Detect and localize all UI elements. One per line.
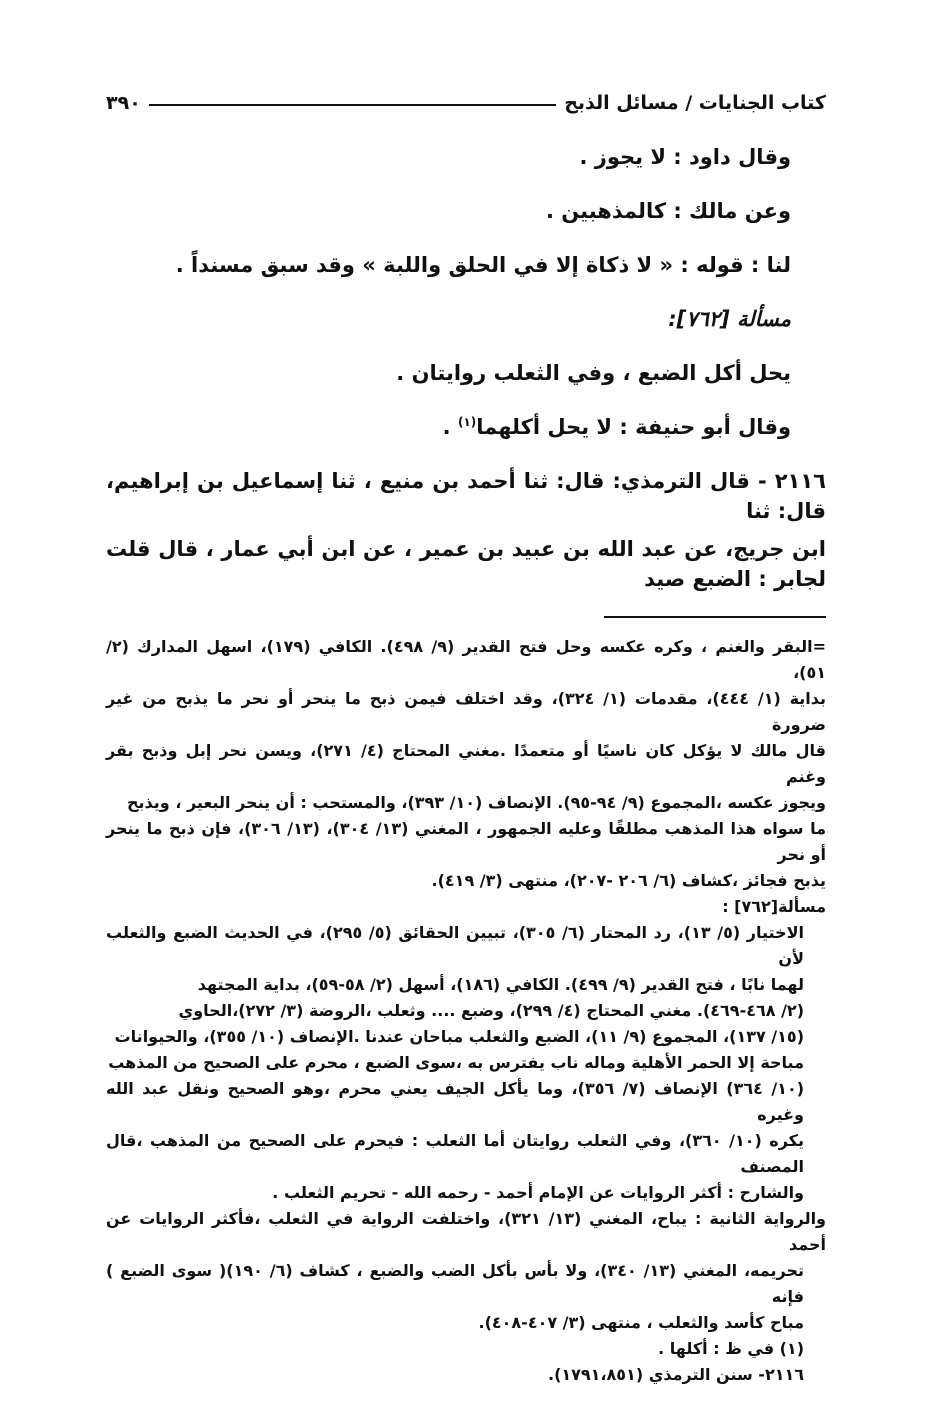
footnote-line: لهما نابًا ، فتح القدير (٩/ ٤٩٩). الكافي (١٨٦)، أسهل (٢/ ٥٨-٥٩)، بداية المجتهد xyxy=(197,975,804,994)
footnote-line: الاختيار (٥/ ١٣)، رد المحتار (٦/ ٣٠٥)، تبيين الحقائق (٥/ ٢٩٥)، في الحديث الضبع والثعلب لأن xyxy=(106,923,804,968)
footnote-line: ٢١١٦- سنن الترمذي (١٧٩١،٨٥١). xyxy=(547,1365,804,1384)
header-rule xyxy=(149,104,556,106)
footnote-line: والشارح : أكثر الروايات عن الإمام أحمد - رحمه الله - تحريم الثعلب . xyxy=(272,1183,804,1202)
page-number: ٣٩٠ xyxy=(106,92,141,114)
footnote-line: يذبح فجائز ،كشاف (٦/ ٢٠٦ -٢٠٧)، منتهى (٣/ ٤١٩). xyxy=(431,871,826,890)
chapter-title: كتاب الجنايات / مسائل الذبح xyxy=(564,92,826,114)
footnote-line: تحريمه، المغني (١٣/ ٣٤٠)، ولا بأس بأكل الضب والضبع ، كشاف (٦/ ١٩٠)( سوى الضبع ) فإنه xyxy=(106,1261,804,1306)
footnote-line: والرواية الثانية : يباح، المغني (١٣/ ٣٢١)، واختلفت الرواية في الثعلب ،فأكثر الروايات عن أحمد xyxy=(106,1209,827,1254)
main-text: قال الترمذي: قال: ثنا أحمد بن منيع ، ثنا إسماعيل بن إبراهيم، قال: ثنا xyxy=(106,469,826,523)
main-line: وعن مالك : كالمذهبين . xyxy=(545,199,791,223)
issue-heading: مسألة [٧٦٢]: xyxy=(668,307,791,331)
footnote-line: =البقر والغنم ، وكره عكسه وحل فتح القدير (٩/ ٤٩٨). الكافي (١٧٩)، اسهل المدارك (٢/ ٥١)، xyxy=(106,637,827,682)
footnote-line: (١) في ظ : أكلها . xyxy=(658,1339,804,1358)
footnote-line: (٢/ ٤٦٨-٤٦٩). مغني المحتاج (٤/ ٢٩٩)، وضبع .... وثعلب ،الروضة (٣/ ٢٧٢)،الحاوي xyxy=(178,1001,804,1020)
hadith-number: ٢١١٦ - xyxy=(757,469,826,493)
footnote-issue-heading: مسألة[٧٦٢] : xyxy=(722,897,826,916)
footnote-line: (١٠/ ٣٦٤) الإنصاف (٧/ ٣٥٦)، وما يأكل الجيف يعني محرم ،وهو الصحيح ونقل عبد الله وغيره xyxy=(106,1079,805,1124)
main-line xyxy=(106,466,826,526)
footnote-line: مباحة إلا الحمر الأهلية وماله ناب يفترس به ،سوى الضبع ، محرم على الصحيح من المذهب xyxy=(108,1053,804,1072)
footnote-line: ويجوز عكسه ،المجموع (٩/ ٩٤-٩٥). الإنصاف (١٠/ ٣٩٣)، والمستحب : أن ينحر البعير ، ويذبح xyxy=(127,793,826,812)
footnote-line: (١٥/ ١٣٧)، المجموع (٩/ ١١)، الضبع والثعلب مباحان عندنا .الإنصاف (١٠/ ٣٥٥)، والحيوانات xyxy=(114,1027,804,1046)
footnote-ref: (١) xyxy=(457,415,477,429)
main-line: يحل أكل الضبع ، وفي الثعلب روايتان . xyxy=(396,361,791,385)
main-line: وقال داود : لا يجوز . xyxy=(579,145,791,169)
footnote-separator xyxy=(604,616,826,618)
main-line: لنا : قوله : « لا ذكاة إلا في الحلق واللبة » وقد سبق مسنداً . xyxy=(175,253,791,277)
footnote-line: يكره (١٠/ ٣٦٠)، وفي الثعلب روايتان أما الثعلب : فيحرم على الصحيح من المذهب ،قال المصنف xyxy=(106,1131,804,1176)
footnote-line: مباح كأسد والثعلب ، منتهى (٣/ ٤٠٧-٤٠٨). xyxy=(478,1313,804,1332)
book-page xyxy=(106,0,826,1428)
footnote-line: بداية (١/ ٤٤٤)، مقدمات (١/ ٣٢٤)، وقد اختلف فيمن ذبح ما ينحر أو نحر ما يذبح من غير ضرورة xyxy=(106,689,827,734)
running-header xyxy=(106,88,826,118)
main-line: وقال أبو حنيفة : لا يحل أكلهما$^{(١)}$ . xyxy=(442,415,791,439)
main-line: ابن جريج، عن عبد الله بن عبيد بن عمير ، عن ابن أبي عمار ، قال قلت لجابر : الضبع صيد xyxy=(106,537,826,591)
footnote-line: قال مالك لا يؤكل كان ناسيًا أو متعمدًا .مغني المحتاج (٤/ ٢٧١)، ويسن نحر إبل وذبح بقر وغنم xyxy=(106,741,826,786)
main-text: وقال أبو حنيفة : لا يحل أكلهما xyxy=(476,415,791,439)
footnote-separator-row xyxy=(106,594,826,634)
footnote-line: ما سواه هذا المذهب مطلقًا وعليه الجمهور ، المغني (١٣/ ٣٠٤)، (١٣/ ٣٠٦)، فإن ذبح ما ينحر أو نحر xyxy=(106,819,826,864)
